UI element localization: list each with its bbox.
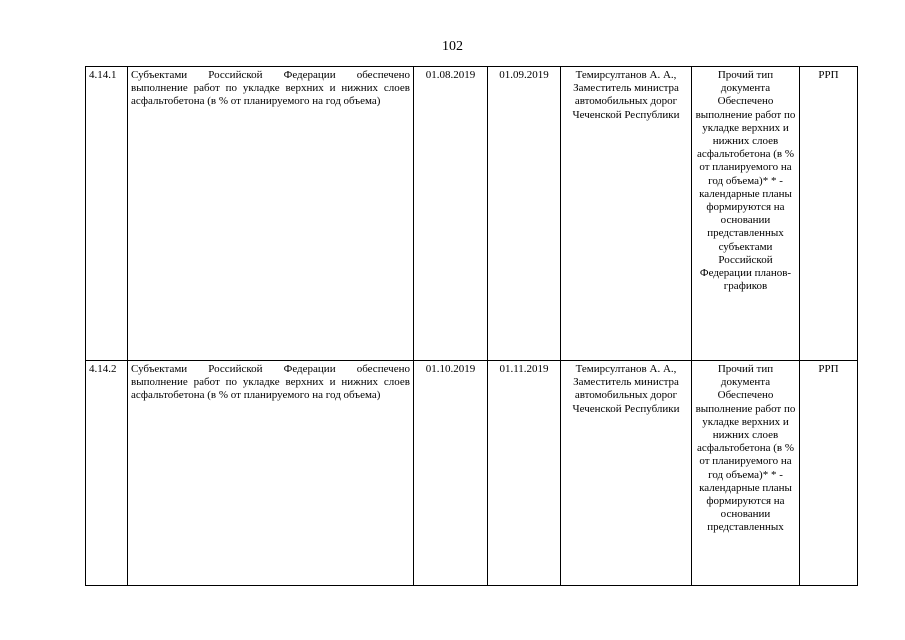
page-number: 102 [442, 39, 463, 54]
responsible-cell: Темирсултанов А. А., Заместитель министра автомобильных дорог Чеченской Республики [561, 361, 692, 586]
level-cell: РРП [800, 67, 858, 361]
plan-table [85, 66, 858, 586]
table-row [86, 67, 858, 361]
level-cell: РРП [800, 361, 858, 586]
document-type-cell: Прочий тип документа Обеспечено выполнение работ по укладке верхних и нижних слоев асфальтобетона (в % от планируемого на год объема)* * - календарные планы формируются на основании представленных субъектами Российской Федерации планов- графиков [692, 67, 800, 361]
row-number-cell: 4.14.1 [86, 67, 128, 361]
table-row [86, 361, 858, 586]
document-type-cell: Прочий тип документа Обеспечено выполнение работ по укладке верхних и нижних слоев асфальтобетона (в % от планируемого на год объема)* * - календарные планы формируются на основании представленных [692, 361, 800, 586]
end-date-cell: 01.09.2019 [488, 67, 561, 361]
description-cell: Субъектами Российской Федерации обеспечено выполнение работ по укладке верхних и нижних слоев асфальтобетона (в % от планируемого на год объема) [128, 361, 414, 586]
row-number-cell: 4.14.2 [86, 361, 128, 586]
start-date-cell: 01.08.2019 [414, 67, 488, 361]
responsible-cell: Темирсултанов А. А., Заместитель министра автомобильных дорог Чеченской Республики [561, 67, 692, 361]
end-date-cell: 01.11.2019 [488, 361, 561, 586]
description-cell: Субъектами Российской Федерации обеспечено выполнение работ по укладке верхних и нижних слоев асфальтобетона (в % от планируемого на год объема) [128, 67, 414, 361]
start-date-cell: 01.10.2019 [414, 361, 488, 586]
